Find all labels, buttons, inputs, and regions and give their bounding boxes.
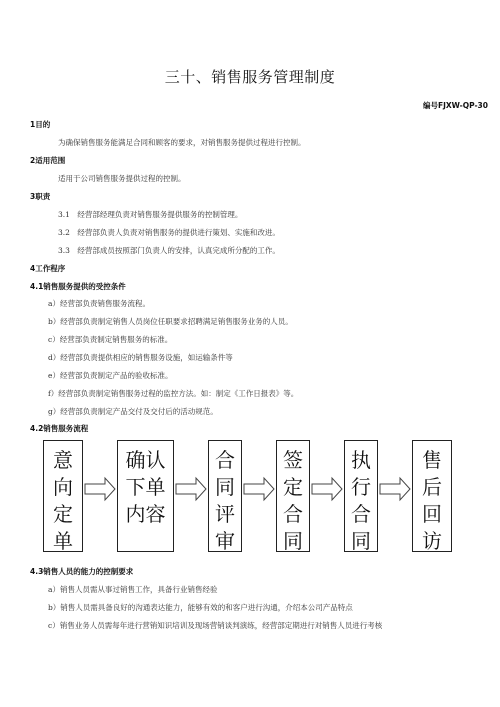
section-4-1-item: g）经营部负责制定产品交付及交付后的活动规范。: [48, 407, 218, 416]
section-4-1-heading: 4.1销售服务提供的受控条件: [30, 282, 126, 291]
section-4-2-heading: 4.2销售服务流程: [30, 424, 89, 433]
section-4-1-item: e）经营部负责制定产品的验收标准。: [48, 371, 173, 380]
flow-arrow-icon: [378, 476, 412, 502]
page-title: 三十、销售服务管理制度: [164, 68, 336, 86]
flow-step-execute-contract: 执 行 合 同: [344, 440, 378, 552]
section-4-3-heading: 4.3销售人员的能力的控制要求: [30, 567, 134, 576]
flow-arrow-icon: [310, 476, 344, 502]
section-1-text: 为确保销售服务能满足合同和顾客的要求，对销售服务提供过程进行控制。: [58, 138, 306, 147]
section-2-text: 适用于公司销售服务提供过程的控制。: [58, 174, 186, 183]
flow-arrow-icon: [242, 476, 276, 502]
section-4-1-item: c）经营部负责制定销售服务的标准。: [48, 335, 173, 344]
section-4-3-item: a）销售人员需从事过销售工作，具备行业销售经验: [48, 585, 218, 594]
sales-flow-diagram: [0, 434, 500, 564]
section-3-item: 3.3 经营部成员按照部门负责人的安排，认真完成所分配的工作。: [58, 246, 280, 255]
flow-step-contract-review: 合 同 评 审: [208, 440, 242, 552]
document-number: 编号FJXW-QP-30: [422, 101, 488, 110]
flow-step-after-sales-visit: 售 后 回 访: [412, 440, 452, 552]
section-4-3-item: b）销售人员需具备良好的沟通表达能力，能够有效的和客户进行沟通，介绍本公司产品特点: [48, 603, 353, 612]
section-4-1-item: b）经营部负责制定销售人员岗位任职要求招聘满足销售服务业务的人员。: [48, 317, 293, 326]
section-4-1-item: d）经营部负责提供相应的销售服务设施，如运输条件等: [48, 353, 233, 362]
section-4-1-item: a）经营部负责销售服务流程。: [48, 299, 150, 308]
flow-step-intent-order: 意 向 定 单: [43, 440, 83, 552]
section-3-item: 3.2 经营部负责人负责对销售服务的提供进行策划、实施和改进。: [58, 228, 280, 237]
section-4-heading: 4工作程序: [30, 264, 66, 273]
section-3-heading: 3职责: [30, 192, 51, 201]
flow-arrow-icon: [174, 476, 208, 502]
flow-step-sign-contract: 签 定 合 同: [276, 440, 310, 552]
section-2-heading: 2适用范围: [30, 156, 66, 165]
section-1-heading: 1目的: [30, 120, 51, 129]
section-4-1-item: f）经营部负责制定销售服务过程的监控方法。如：制定《工作日报表》等。: [48, 389, 299, 398]
section-3-item: 3.1 经营部经理负责对销售服务提供服务的控制管理。: [58, 210, 243, 219]
flow-arrow-icon: [83, 476, 117, 502]
section-4-3-item: c）销售业务人员需每年进行营销知识培训及现场营销谈判演练，经营部定期进行对销售人员进行考核: [48, 621, 383, 630]
flow-step-confirm-order: 确认 下单 内容: [117, 440, 174, 552]
